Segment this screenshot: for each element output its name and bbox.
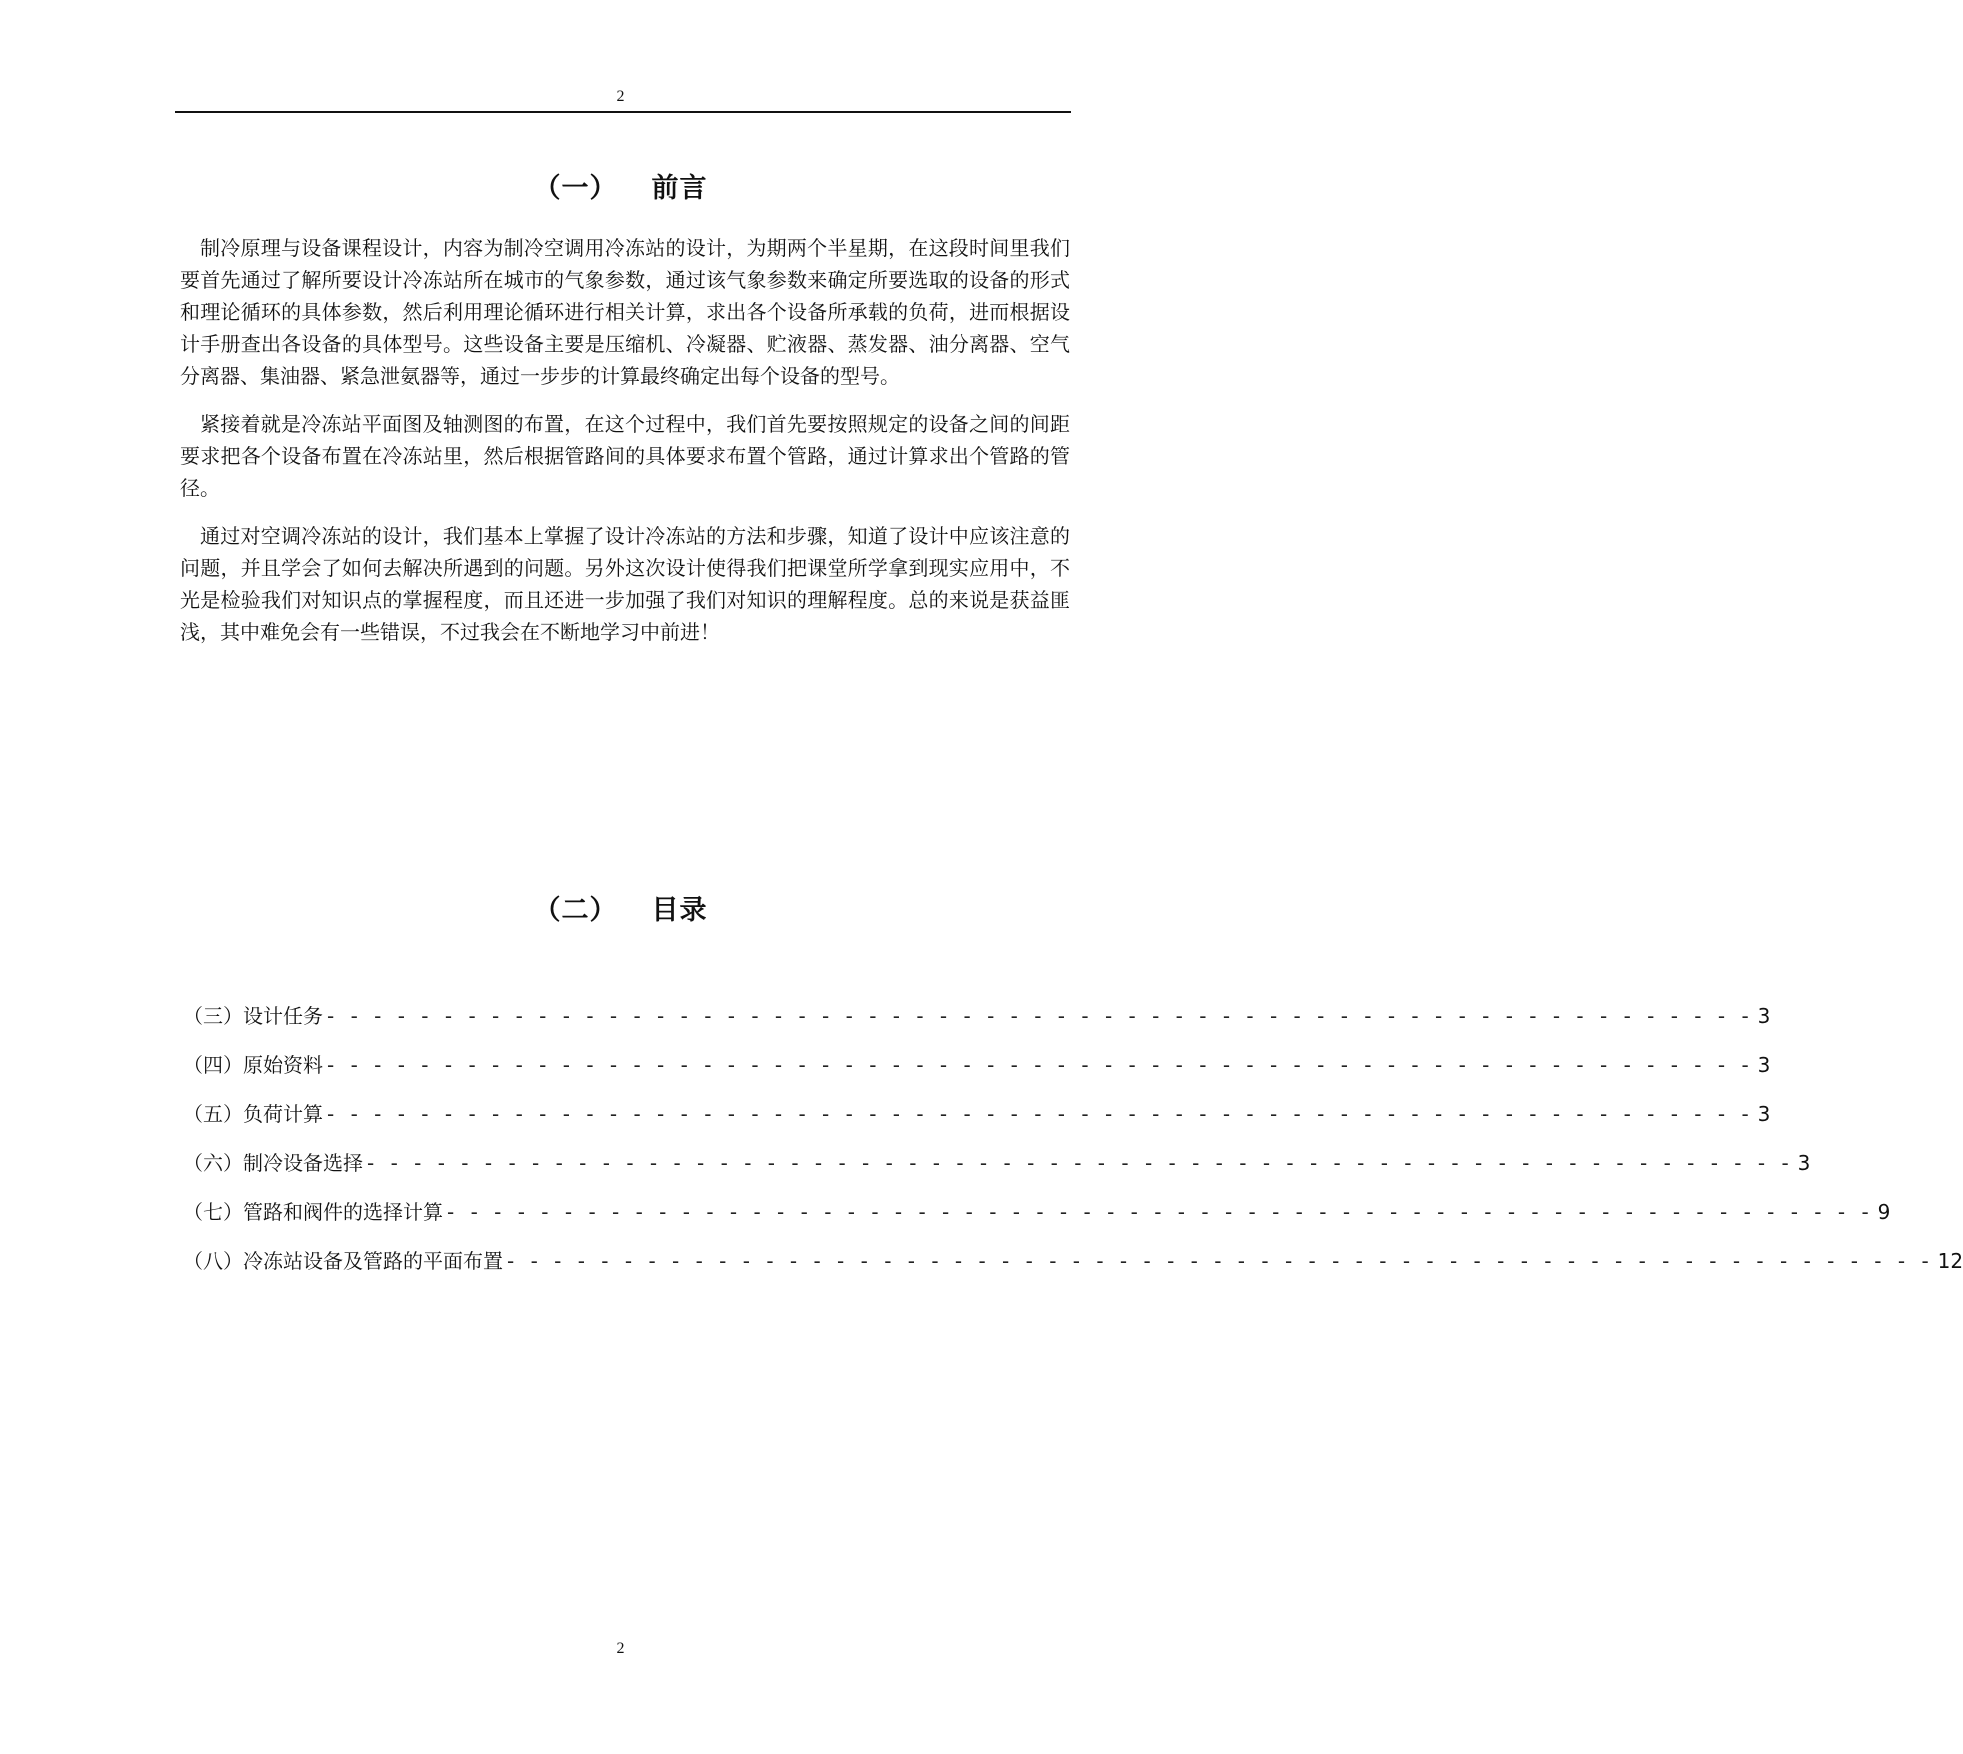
toc-entry-leader: - - - - - - - - - - - - - - - - - - - - - - - - - - - - - - - - - - - - - - - - - - - - - - - - - - - - - - - - - - - - - xyxy=(367,1151,1794,1175)
toc-entry-page: 3 xyxy=(1757,1102,1771,1126)
toc-entry[interactable] xyxy=(183,1098,1771,1147)
toc-entry-leader: - - - - - - - - - - - - - - - - - - - - - - - - - - - - - - - - - - - - - - - - - - - - - - - - - - - - - - - - - - - - - xyxy=(327,1102,1754,1126)
header-page-number: 2 xyxy=(616,88,625,105)
toc-title-text: 目录 xyxy=(651,895,708,926)
preface-title-text: 前言 xyxy=(651,173,708,204)
toc-entry-leader: - - - - - - - - - - - - - - - - - - - - - - - - - - - - - - - - - - - - - - - - - - - - - - - - - - - - - - - - - - - - - xyxy=(507,1249,1934,1273)
toc-entry-page: 12 xyxy=(1937,1249,1963,1273)
toc-title-number: （二） xyxy=(533,895,618,926)
toc-entry[interactable] xyxy=(183,1049,1771,1098)
toc-title xyxy=(0,888,1241,927)
preface-paragraph-1: 制冷原理与设备课程设计，内容为制冷空调用冷冻站的设计，为期两个半星期，在这段时间里我们要首先通过了解所要设计冷冻站所在城市的气象参数，通过该气象参数来确定所要选取的设备的形式和理论循环的具体参数，然后利用理论循环进行相关计算，求出各个设备所承载的负荷，进而根据设计手册查出各设备的具体型号。这些设备主要是压缩机、冷凝器、贮液器、蒸发器、油分离器、空气分离器、集油器、紧急泄氨器等，通过一步步的计算最终确定出每个设备的型号。 xyxy=(180,236,1070,388)
toc-entry-page: 9 xyxy=(1877,1200,1891,1224)
footer-page-number: 2 xyxy=(616,1640,625,1657)
toc-entry-page: 3 xyxy=(1757,1053,1771,1077)
toc-entry-label: （七）管路和阀件的选择计算 xyxy=(183,1200,443,1224)
toc-entry-page: 3 xyxy=(1797,1151,1811,1175)
toc-entry-label: （五）负荷计算 xyxy=(183,1102,323,1126)
toc-entry-leader: - - - - - - - - - - - - - - - - - - - - - - - - - - - - - - - - - - - - - - - - - - - - - - - - - - - - - - - - - - - - - xyxy=(447,1200,1874,1224)
preface-paragraph-2: 紧接着就是冷冻站平面图及轴测图的布置，在这个过程中，我们首先要按照规定的设备之间的间距要求把各个设备布置在冷冻站里，然后根据管路间的具体要求布置个管路，通过计算求出个管路的管径。 xyxy=(180,412,1070,500)
toc-entry[interactable] xyxy=(183,1000,1771,1049)
table-of-contents xyxy=(183,1000,1963,1294)
preface-title-number: （一） xyxy=(533,173,618,204)
toc-entry-leader: - - - - - - - - - - - - - - - - - - - - - - - - - - - - - - - - - - - - - - - - - - - - - - - - - - - - - - - - - - - - - xyxy=(327,1004,1754,1028)
toc-entry-leader: - - - - - - - - - - - - - - - - - - - - - - - - - - - - - - - - - - - - - - - - - - - - - - - - - - - - - - - - - - - - - xyxy=(327,1053,1754,1077)
toc-entry-page: 3 xyxy=(1757,1004,1771,1028)
toc-entry[interactable] xyxy=(183,1147,1811,1196)
preface-paragraph-3: 通过对空调冷冻站的设计，我们基本上掌握了设计冷冻站的方法和步骤，知道了设计中应该注意的问题，并且学会了如何去解决所遇到的问题。另外这次设计使得我们把课堂所学拿到现实应用中，不光是检验我们对知识点的掌握程度，而且还进一步加强了我们对知识的理解程度。总的来说是获益匪浅，其中难免会有一些错误，不过我会在不断地学习中前进！ xyxy=(180,524,1070,644)
toc-entry-label: （八）冷冻站设备及管路的平面布置 xyxy=(183,1249,503,1273)
preface-title xyxy=(0,166,1241,205)
header-rule xyxy=(175,111,1071,113)
toc-entry-label: （四）原始资料 xyxy=(183,1053,323,1077)
toc-entry[interactable] xyxy=(183,1245,1963,1294)
toc-entry-label: （六）制冷设备选择 xyxy=(183,1151,363,1175)
preface-body xyxy=(180,232,1070,664)
toc-entry-label: （三）设计任务 xyxy=(183,1004,323,1028)
toc-entry[interactable] xyxy=(183,1196,1891,1245)
